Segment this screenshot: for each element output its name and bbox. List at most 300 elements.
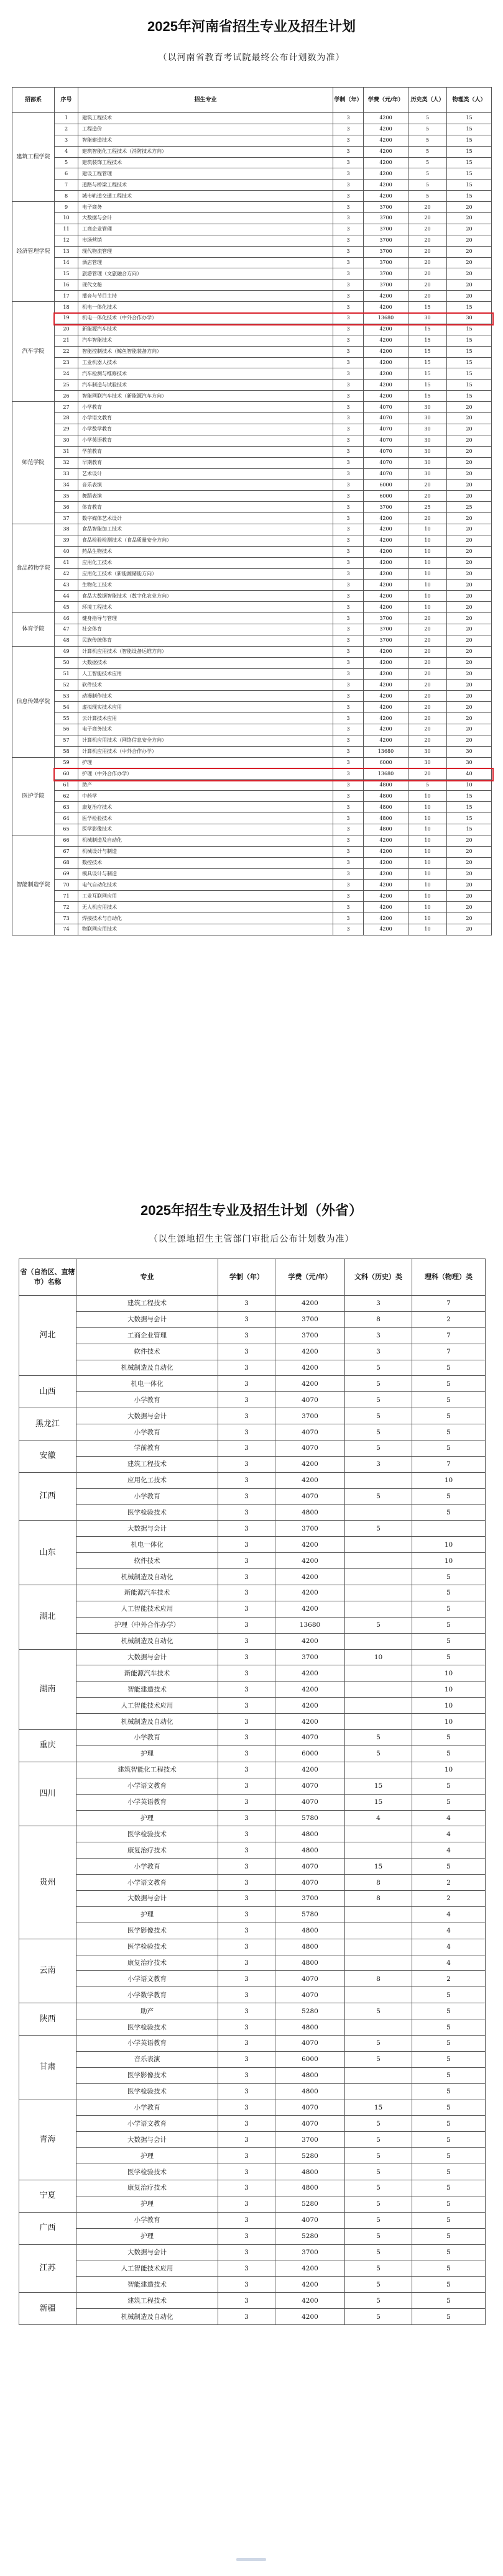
physics-count-cell: 15 <box>447 391 492 402</box>
table-row <box>12 902 492 913</box>
table-row <box>12 813 492 824</box>
tuition-cell: 6000 <box>364 480 408 491</box>
liberal-arts-count-cell: 5 <box>345 2196 412 2212</box>
science-count-cell: 5 <box>412 1569 486 1585</box>
tuition-cell: 4070 <box>364 468 408 480</box>
history-count-cell: 10 <box>408 857 447 868</box>
table-row <box>19 2309 486 2325</box>
years-cell: 3 <box>218 1344 275 1360</box>
science-count-cell: 7 <box>412 1327 486 1344</box>
major-cell: 城市轨道交通工程技术 <box>78 191 333 202</box>
table-row <box>19 1376 486 1392</box>
table-row <box>12 780 492 791</box>
years-cell: 3 <box>333 802 364 813</box>
province-cell: 重庆 <box>19 1730 76 1762</box>
major-cell: 大数据与会计 <box>76 1408 218 1424</box>
tuition-cell: 4070 <box>364 402 408 413</box>
table-row <box>12 468 492 480</box>
physics-count-cell: 15 <box>447 824 492 835</box>
major-cell: 机电一体化 <box>76 1537 218 1553</box>
tuition-cell: 3700 <box>275 1649 345 1665</box>
tuition-cell: 4200 <box>364 580 408 591</box>
tuition-cell: 4200 <box>275 1665 345 1682</box>
table-row <box>19 2180 486 2196</box>
liberal-arts-count-cell: 5 <box>345 1424 412 1440</box>
tuition-cell: 3700 <box>275 2132 345 2148</box>
major-cell: 小学语文教育 <box>76 1875 218 1891</box>
tuition-cell: 4200 <box>275 1633 345 1649</box>
seq-cell: 1 <box>55 113 78 124</box>
major-cell: 护理 <box>76 1906 218 1923</box>
years-cell: 3 <box>333 613 364 624</box>
tuition-cell: 3700 <box>364 268 408 280</box>
table-row <box>12 835 492 846</box>
years-cell: 3 <box>218 1955 275 1971</box>
years-cell: 3 <box>333 446 364 457</box>
table-row <box>19 1906 486 1923</box>
major-cell: 医学影像技术 <box>78 824 333 835</box>
years-cell: 3 <box>333 791 364 802</box>
tuition-cell: 6000 <box>275 2051 345 2067</box>
major-cell: 汽车制造与试验技术 <box>78 380 333 391</box>
major-cell: 生物化工技术 <box>78 580 333 591</box>
major-cell: 康复治疗技术 <box>76 2180 218 2196</box>
table-row <box>12 168 492 180</box>
years-cell: 3 <box>333 502 364 513</box>
major-cell: 大数据与会计 <box>78 213 333 224</box>
years-cell: 3 <box>333 580 364 591</box>
table-row <box>12 324 492 335</box>
physics-count-cell: 15 <box>447 146 492 157</box>
tuition-cell: 3700 <box>364 235 408 246</box>
physics-count-cell: 20 <box>447 535 492 546</box>
history-count-cell: 15 <box>408 324 447 335</box>
seq-cell: 64 <box>55 813 78 824</box>
major-cell: 播音与节目主持 <box>78 291 333 302</box>
history-count-cell: 5 <box>408 124 447 135</box>
major-cell: 应用化工技术 <box>78 557 333 568</box>
tuition-cell: 4800 <box>275 2180 345 2196</box>
table-row <box>12 435 492 446</box>
liberal-arts-count-cell: 15 <box>345 1794 412 1810</box>
history-count-cell: 30 <box>408 435 447 446</box>
history-count-cell: 10 <box>408 602 447 613</box>
years-cell: 3 <box>333 680 364 691</box>
major-cell: 早期教育 <box>78 457 333 468</box>
seq-cell: 6 <box>55 168 78 180</box>
major-cell: 智能建造技术 <box>78 135 333 146</box>
seq-cell: 24 <box>55 368 78 380</box>
liberal-arts-count-cell: 5 <box>345 2132 412 2148</box>
table-row <box>12 146 492 157</box>
years-cell: 3 <box>333 568 364 580</box>
table-header-row <box>12 88 492 113</box>
major-cell: 艺术设计 <box>78 468 333 480</box>
seq-cell: 59 <box>55 757 78 768</box>
major-cell: 医学检验技术 <box>76 2019 218 2036</box>
table-row <box>12 613 492 624</box>
tuition-cell: 4800 <box>364 802 408 813</box>
tuition-cell: 4200 <box>275 2277 345 2293</box>
major-cell: 工商企业管理 <box>76 1327 218 1344</box>
major-cell: 智能控制技术（鲸鱼智能装备方向） <box>78 346 333 357</box>
province-cell: 四川 <box>19 1762 76 1826</box>
table-row <box>19 1327 486 1344</box>
history-count-cell: 20 <box>408 691 447 702</box>
physics-count-cell: 20 <box>447 691 492 702</box>
liberal-arts-count-cell: 5 <box>345 1392 412 1408</box>
table-row <box>19 1859 486 1875</box>
table-row <box>19 1472 486 1488</box>
years-cell: 3 <box>333 757 364 768</box>
physics-count-cell: 20 <box>447 857 492 868</box>
table-row <box>12 224 492 235</box>
years-cell: 3 <box>218 2132 275 2148</box>
history-count-cell: 20 <box>408 291 447 302</box>
physics-count-cell: 20 <box>447 680 492 691</box>
major-cell: 大数据与会计 <box>76 2244 218 2260</box>
history-count-cell: 15 <box>408 368 447 380</box>
years-cell: 3 <box>333 491 364 502</box>
major-cell: 小学语文教育 <box>76 2116 218 2132</box>
table-row <box>19 1955 486 1971</box>
department-cell: 信息传媒学院 <box>12 646 55 757</box>
seq-cell: 14 <box>55 257 78 268</box>
table-row <box>12 402 492 413</box>
science-count-cell: 5 <box>412 1360 486 1376</box>
tuition-cell: 4800 <box>275 2164 345 2180</box>
table-row <box>12 857 492 868</box>
physics-count-cell: 20 <box>447 235 492 246</box>
tuition-cell: 4070 <box>275 2100 345 2116</box>
tuition-cell: 4200 <box>364 680 408 691</box>
major-cell: 健身指导与管理 <box>78 613 333 624</box>
years-cell: 3 <box>333 280 364 291</box>
tuition-cell: 4200 <box>364 168 408 180</box>
tuition-cell: 4800 <box>275 2083 345 2100</box>
history-count-cell: 20 <box>408 246 447 257</box>
tuition-cell: 4200 <box>364 535 408 546</box>
department-cell: 食品药物学院 <box>12 524 55 612</box>
liberal-arts-count-cell: 5 <box>345 1488 412 1504</box>
physics-count-cell: 20 <box>447 735 492 746</box>
tuition-cell: 3700 <box>275 1890 345 1906</box>
seq-cell: 54 <box>55 702 78 713</box>
physics-count-cell: 20 <box>447 657 492 668</box>
physics-count-cell: 15 <box>447 180 492 191</box>
liberal-arts-count-cell <box>345 1714 412 1730</box>
table-row <box>12 802 492 813</box>
table-row <box>19 1762 486 1778</box>
years-cell: 3 <box>333 402 364 413</box>
science-count-cell: 5 <box>412 1408 486 1424</box>
table-row <box>12 491 492 502</box>
years-cell: 3 <box>333 668 364 680</box>
table-row <box>12 246 492 257</box>
seq-cell: 38 <box>55 524 78 535</box>
major-cell: 医学检验技术 <box>76 2083 218 2100</box>
years-cell: 3 <box>218 2212 275 2228</box>
tuition-cell: 4200 <box>364 591 408 602</box>
years-cell: 3 <box>333 435 364 446</box>
tuition-cell: 4200 <box>364 568 408 580</box>
years-cell: 3 <box>333 157 364 168</box>
liberal-arts-count-cell: 15 <box>345 2100 412 2116</box>
science-count-cell: 10 <box>412 1698 486 1714</box>
liberal-arts-count-cell: 15 <box>345 1859 412 1875</box>
tuition-cell: 5780 <box>275 1906 345 1923</box>
seq-cell: 16 <box>55 280 78 291</box>
department-cell: 智能制造学院 <box>12 835 55 935</box>
history-count-cell: 30 <box>408 746 447 757</box>
years-cell: 3 <box>333 257 364 268</box>
major-cell: 建设工程管理 <box>78 168 333 180</box>
table-row <box>19 1842 486 1859</box>
major-cell: 机械设计与制造 <box>78 846 333 857</box>
table-row <box>19 2003 486 2019</box>
table-row <box>12 635 492 646</box>
years-cell: 3 <box>333 191 364 202</box>
liberal-arts-count-cell <box>345 1569 412 1585</box>
tuition-cell: 4200 <box>364 524 408 535</box>
tuition-cell: 4200 <box>275 1698 345 1714</box>
physics-count-cell: 20 <box>447 913 492 924</box>
physics-count-cell: 20 <box>447 268 492 280</box>
major-cell: 道路与桥梁工程技术 <box>78 180 333 191</box>
history-count-cell: 10 <box>408 924 447 935</box>
science-count-cell: 10 <box>412 1472 486 1488</box>
major-cell: 软件技术 <box>78 680 333 691</box>
department-cell: 师范学院 <box>12 402 55 524</box>
tuition-cell: 4200 <box>275 1456 345 1472</box>
history-count-cell: 10 <box>408 880 447 891</box>
table-row <box>19 1408 486 1424</box>
years-cell: 3 <box>218 2148 275 2164</box>
history-count-cell: 20 <box>408 235 447 246</box>
physics-count-cell: 20 <box>447 924 492 935</box>
major-cell: 工业机器人技术 <box>78 357 333 368</box>
seq-cell: 74 <box>55 924 78 935</box>
physics-count-cell: 20 <box>447 902 492 913</box>
liberal-arts-count-cell <box>345 1633 412 1649</box>
history-count-cell: 20 <box>408 202 447 213</box>
seq-cell: 36 <box>55 502 78 513</box>
years-cell: 3 <box>333 302 364 313</box>
history-count-cell: 30 <box>408 313 447 324</box>
years-cell: 3 <box>333 913 364 924</box>
tuition-cell: 5280 <box>275 2003 345 2019</box>
years-cell: 3 <box>218 1488 275 1504</box>
seq-cell: 11 <box>55 224 78 235</box>
liberal-arts-count-cell: 3 <box>345 1296 412 1312</box>
province-cell: 江苏 <box>19 2244 76 2293</box>
major-cell: 建筑智能化工程技术（消防技术方向） <box>78 146 333 157</box>
province-cell: 青海 <box>19 2100 76 2180</box>
history-count-cell: 25 <box>408 502 447 513</box>
table-row <box>12 513 492 524</box>
tuition-cell: 4200 <box>364 835 408 846</box>
major-cell: 无人机应用技术 <box>78 902 333 913</box>
years-cell: 3 <box>218 1698 275 1714</box>
history-count-cell: 10 <box>408 546 447 557</box>
science-count-cell: 5 <box>412 1440 486 1457</box>
tuition-cell: 3700 <box>364 280 408 291</box>
science-count-cell: 5 <box>412 1778 486 1794</box>
seq-cell: 4 <box>55 146 78 157</box>
table-row <box>19 2293 486 2309</box>
table-row <box>12 668 492 680</box>
table-row <box>12 757 492 768</box>
seq-cell: 7 <box>55 180 78 191</box>
tuition-cell: 3700 <box>275 1521 345 1537</box>
tuition-cell: 4200 <box>275 1537 345 1553</box>
table-row <box>19 1875 486 1891</box>
major-cell: 环境工程技术 <box>78 602 333 613</box>
tuition-cell: 4200 <box>364 913 408 924</box>
years-cell: 3 <box>333 113 364 124</box>
seq-cell: 42 <box>55 568 78 580</box>
table-row <box>12 191 492 202</box>
history-count-cell: 30 <box>408 424 447 435</box>
table-row <box>19 1585 486 1601</box>
table-row <box>12 135 492 146</box>
liberal-arts-count-cell <box>345 1955 412 1971</box>
table-row <box>19 2212 486 2228</box>
department-cell: 体育学院 <box>12 613 55 647</box>
liberal-arts-count-cell: 5 <box>345 2116 412 2132</box>
province-cell: 甘肃 <box>19 2035 76 2100</box>
history-count-cell: 10 <box>408 835 447 846</box>
years-cell: 3 <box>218 1537 275 1553</box>
history-count-cell: 20 <box>408 668 447 680</box>
years-cell: 3 <box>333 391 364 402</box>
physics-count-cell: 15 <box>447 813 492 824</box>
seq-cell: 66 <box>55 835 78 846</box>
major-cell: 机械制造及自动化 <box>76 1714 218 1730</box>
seq-cell: 62 <box>55 791 78 802</box>
history-count-cell: 10 <box>408 568 447 580</box>
major-cell: 大数据与会计 <box>76 1311 218 1327</box>
tuition-cell: 4200 <box>364 291 408 302</box>
major-cell: 护理 <box>76 2228 218 2244</box>
years-cell: 3 <box>333 246 364 257</box>
table-row <box>12 357 492 368</box>
section-title: 2025年招生专业及招生计划（外省） <box>141 1203 362 1218</box>
years-cell: 3 <box>218 1971 275 1987</box>
column-header: 文科（历史）类 <box>345 1259 412 1296</box>
table-row <box>19 2067 486 2083</box>
liberal-arts-count-cell: 15 <box>345 1778 412 1794</box>
tuition-cell: 4200 <box>364 391 408 402</box>
tuition-cell: 4070 <box>275 1440 345 1457</box>
major-cell: 新能源汽车技术 <box>78 324 333 335</box>
province-cell: 贵州 <box>19 1826 76 1939</box>
science-count-cell: 4 <box>412 1906 486 1923</box>
column-header: 学制（年） <box>218 1259 275 1296</box>
major-cell: 大数据与会计 <box>76 1521 218 1537</box>
table-row <box>19 1971 486 1987</box>
physics-count-cell: 20 <box>447 835 492 846</box>
tuition-cell: 4200 <box>364 846 408 857</box>
years-cell: 3 <box>218 1360 275 1376</box>
history-count-cell: 20 <box>408 513 447 524</box>
years-cell: 3 <box>333 480 364 491</box>
scroll-indicator <box>236 2558 266 2561</box>
science-count-cell: 7 <box>412 1456 486 1472</box>
table-row <box>12 624 492 635</box>
major-cell: 食品智能加工技术 <box>78 524 333 535</box>
history-count-cell: 30 <box>408 757 447 768</box>
table-row <box>12 680 492 691</box>
table-row <box>19 1553 486 1569</box>
science-count-cell: 10 <box>412 1665 486 1682</box>
table-row <box>12 268 492 280</box>
seq-cell: 3 <box>55 135 78 146</box>
major-cell: 新能源汽车技术 <box>76 1585 218 1601</box>
physics-count-cell: 20 <box>447 668 492 680</box>
tuition-cell: 4070 <box>275 1794 345 1810</box>
science-count-cell: 4 <box>412 1923 486 1939</box>
major-cell: 软件技术 <box>76 1553 218 1569</box>
tuition-cell: 4200 <box>275 1472 345 1488</box>
major-cell: 护理 <box>76 1745 218 1762</box>
history-count-cell: 10 <box>408 802 447 813</box>
tuition-cell: 4200 <box>364 602 408 613</box>
history-count-cell: 10 <box>408 591 447 602</box>
tuition-cell: 4200 <box>364 135 408 146</box>
years-cell: 3 <box>333 857 364 868</box>
physics-count-cell: 20 <box>447 402 492 413</box>
physics-count-cell: 20 <box>447 457 492 468</box>
major-cell: 小学语文教育 <box>76 1778 218 1794</box>
major-cell: 小学教育 <box>76 2100 218 2116</box>
major-cell: 体育教育 <box>78 502 333 513</box>
table-row <box>12 913 492 924</box>
years-cell: 3 <box>333 513 364 524</box>
years-cell: 3 <box>333 424 364 435</box>
major-cell: 护理 <box>76 1810 218 1826</box>
years-cell: 3 <box>218 1311 275 1327</box>
science-count-cell: 5 <box>412 2309 486 2325</box>
history-count-cell: 15 <box>408 357 447 368</box>
table-row <box>19 1344 486 1360</box>
tuition-cell: 4070 <box>275 1730 345 1746</box>
years-cell: 3 <box>333 780 364 791</box>
table-row <box>12 891 492 902</box>
history-count-cell: 10 <box>408 535 447 546</box>
province-cell: 宁夏 <box>19 2180 76 2212</box>
major-cell: 小学数学教育 <box>76 1987 218 2003</box>
major-cell: 机械制造及自动化 <box>78 835 333 846</box>
science-count-cell: 5 <box>412 2196 486 2212</box>
liberal-arts-count-cell <box>345 1665 412 1682</box>
tuition-cell: 4200 <box>364 380 408 391</box>
column-header: 学制（年） <box>333 88 364 113</box>
henan-plan-table <box>12 87 492 935</box>
years-cell: 3 <box>333 313 364 324</box>
table-row <box>12 180 492 191</box>
years-cell: 3 <box>218 1601 275 1617</box>
physics-count-cell: 15 <box>447 113 492 124</box>
seq-cell: 50 <box>55 657 78 668</box>
science-count-cell: 5 <box>412 1392 486 1408</box>
years-cell: 3 <box>333 268 364 280</box>
tuition-cell: 4200 <box>275 1344 345 1360</box>
liberal-arts-count-cell: 5 <box>345 2180 412 2196</box>
years-cell: 3 <box>218 1682 275 1698</box>
table-row <box>19 2164 486 2180</box>
physics-count-cell: 20 <box>447 246 492 257</box>
